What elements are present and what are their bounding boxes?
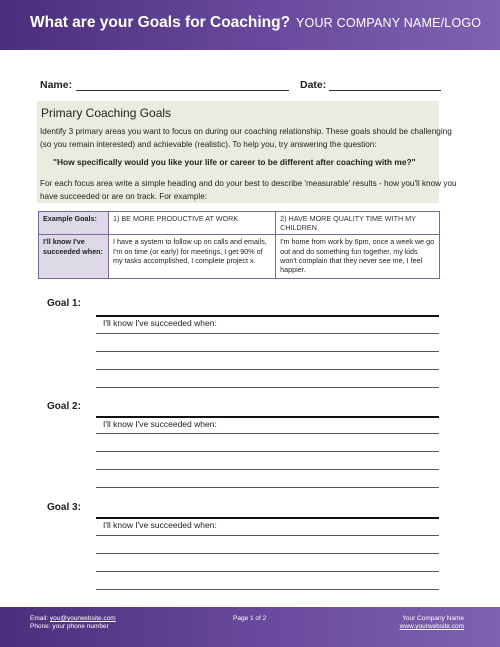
- example-result-2: I'm home from work by 6pm, once a week we go out and do something fun together, my kids won't complain that they never see me, I feel happier.: [276, 235, 440, 279]
- example-success-label: I'll know I've succeeded when:: [39, 235, 109, 279]
- goal-3-line[interactable]: [96, 571, 439, 572]
- footer-email-link[interactable]: you@yourwebsite.com: [49, 615, 116, 622]
- footer-company: Your Company Name: [402, 615, 464, 622]
- example-goals-table: [38, 211, 440, 279]
- header-bar: [0, 0, 500, 50]
- goal-1-line[interactable]: [96, 387, 439, 388]
- goal-1-line[interactable]: [96, 369, 439, 370]
- goal-1-line[interactable]: [96, 351, 439, 352]
- goal-1-line[interactable]: [96, 333, 439, 334]
- goal-2-success-label: I'll know I've succeeded when:: [103, 419, 217, 429]
- footer-website-link[interactable]: www.yourwebsite.com: [399, 623, 464, 630]
- goal-2-line[interactable]: [96, 487, 439, 488]
- page-title: What are your Goals for Coaching?: [30, 14, 291, 31]
- goal-2-divider: [96, 416, 439, 418]
- page-number: Page 1 of 2: [233, 615, 267, 622]
- goal-1-label: Goal 1:: [47, 298, 81, 309]
- goal-3-line[interactable]: [96, 589, 439, 590]
- date-field[interactable]: [329, 90, 441, 91]
- name-label: Name:: [40, 79, 73, 91]
- footer-phone: Phone: your phone number: [30, 623, 109, 630]
- example-result-1: I have a system to follow up on calls and emails, I'm on time (or early) for meetings, I get 90% of my tasks accomplished, I complete project x.: [109, 235, 276, 279]
- goal-1-divider: [96, 315, 439, 317]
- intro-text: Identify 3 primary areas you want to focus on during our coaching relationship. These goals should be challenging (so you remain interested) and achievable (realistic). To help you, try answering the question:: [40, 127, 452, 149]
- key-question: "How specifically would you like your life or career to be different after coaching with me?": [53, 157, 416, 167]
- goal-2-line[interactable]: [96, 469, 439, 470]
- example-goal-1: 1) BE MORE PRODUCTIVE AT WORK: [109, 212, 276, 235]
- footer-bar: [0, 607, 500, 647]
- example-goal-2: 2) HAVE MORE QUALITY TIME WITH MY CHILDREN: [276, 212, 440, 235]
- date-label: Date:: [300, 79, 327, 91]
- goal-2-line[interactable]: [96, 451, 439, 452]
- goal-2-line[interactable]: [96, 433, 439, 434]
- goal-3-line[interactable]: [96, 535, 439, 536]
- name-field[interactable]: [76, 90, 289, 91]
- goal-1-success-label: I'll know I've succeeded when:: [103, 318, 217, 328]
- footer-email-label: Email:: [30, 615, 50, 622]
- goal-3-success-label: I'll know I've succeeded when:: [103, 520, 217, 530]
- goal-2-label: Goal 2:: [47, 401, 81, 412]
- company-logo-placeholder: YOUR COMPANY NAME/LOGO: [296, 16, 482, 30]
- goal-3-divider: [96, 517, 439, 519]
- footer-email: [30, 615, 116, 622]
- goal-3-label: Goal 3:: [47, 502, 81, 513]
- goal-3-line[interactable]: [96, 553, 439, 554]
- primary-goals-heading: Primary Coaching Goals: [41, 106, 172, 120]
- instructions-text: For each focus area write a simple heading and do your best to describe 'measurable' results - how you'll know you have succeeded or are on track. For example:: [40, 179, 457, 201]
- example-goals-label: Example Goals:: [39, 212, 109, 235]
